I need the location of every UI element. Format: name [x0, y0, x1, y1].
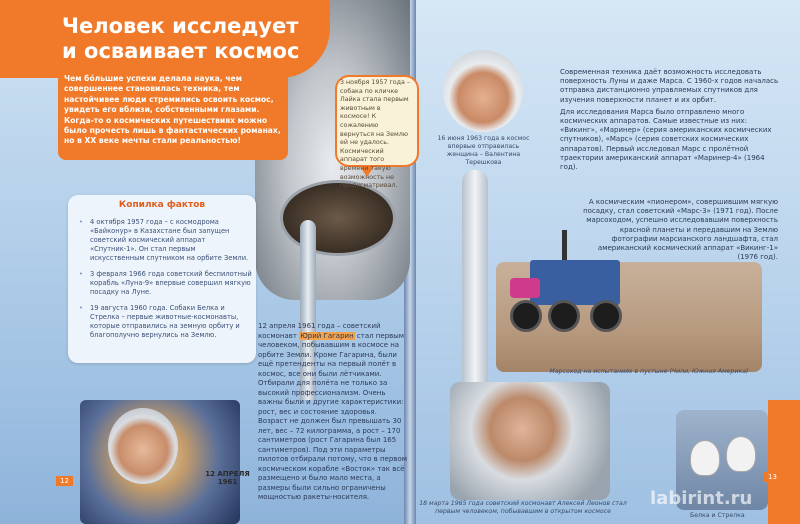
dog-illustration [726, 436, 756, 472]
intro-text: Чем бо́льшие успехи делала наука, чем совершеннее становилась техника, тем настойчивее люди стремились освоить космос, увидеть его вблизи, собственными глазами. Когда-то о космических путешествиях можно было прочесть лишь в фантастических романах, но в XX веке мечты стали реальностью! [64, 74, 281, 146]
watermark: labirint.ru [650, 488, 753, 509]
leonov-photo [450, 382, 610, 500]
mars-text-top [560, 68, 780, 175]
gagarin-text-start: 12 апреля 1961 года – советский космонавт [258, 322, 381, 340]
rover-wheel [510, 300, 542, 332]
rover-caption: Марсоход на испытаниях в пустыне (Чили, Южная Америка) [549, 368, 749, 375]
title-line-2: и осваивает космос [62, 39, 300, 63]
dog-illustration [690, 440, 720, 476]
page-title [62, 14, 332, 64]
dogs-caption: Белка и Стрелка [690, 512, 745, 519]
gagarin-text-rest: стал первым человеком, побывавшим в космосе на орбите Земли. Кроме Гагарина, были ещё претенденты на первый полёт в космос, все они были лётчиками. Отбирали для полёта не только за высокий профессионализм. Очень важны были и другие характеристики: рост, вес и состояние здоровья. Возраст не должен был превышать 30 лет, вес – 72 килограмма, а рост – 170 сантиметров (рост Гагарина был 165 сантиметров). Под эти параметры пилотов отбирали потому, что в первом космическом корабле «Восток» так всё размещено и было мало места, а размеры были сильно ограничены мощностью ракеты-носителя. [258, 331, 407, 501]
fact-item: • 4 октября 1957 года – с космодрома «Байконур» в Казахстане был запущен советский космический аппарат «Спутник-1». Он стал первым искусственным спутником на орбите Земли. [76, 218, 252, 263]
bubble-text: 3 ноября 1957 года – собака по кличке Лайка стала первым животным в космосе! К сожалению вернуться на Землю ей не удалось. Космический аппарат того времени такую возможность не предусматривал. [340, 79, 410, 190]
orange-edge-band [768, 400, 800, 524]
rover-photo [510, 230, 660, 340]
gagarin-paragraph [258, 322, 408, 503]
capsule-window-photo [280, 180, 396, 256]
fact-item: • 19 августа 1960 года. Собаки Белка и Стрелка – первые животные-космонавты, которые отправились на земную орбиту и благополучно вернулись на Землю. [76, 304, 252, 340]
tereshkova-caption: 16 июня 1963 года в космос впервые отправилась женщина – Валентина Терешкова [437, 135, 530, 166]
gagarin-name-highlight: Юрий Гагарин [300, 331, 354, 340]
tereshkova-photo [443, 50, 523, 132]
paragraph-2: Для исследования Марса было отправлено много космических аппаратов. Самые известные из них: «Викинг», «Маринер» (серия американских космических спутников), «Марс» (серия советских космических аппаратов). Первый исследовал Марс с пролётной траектории американский аппарат «Маринер-4» (1964 год). [560, 107, 772, 172]
date-stamp: 12 АПРЕЛЯ 1961 [205, 470, 250, 486]
rover-wheel [590, 300, 622, 332]
title-line-1: Человек исследует [62, 14, 299, 38]
astronaut-helmet-illustration [108, 408, 178, 484]
leonov-caption: 18 марта 1965 года советский космонавт Алексей Леонов стал первым человеком, побывавшим в открытом космосе [419, 500, 627, 515]
rover-wheel [548, 300, 580, 332]
fact-item: • 3 февраля 1966 года советский беспилотный корабль «Луна-9» впервые совершил мягкую посадку на Луне. [76, 270, 252, 297]
page-number-left: 12 [56, 476, 73, 486]
paragraph-1: Современная техника даёт возможность исследовать поверхность Луны и даже Марса. С 1960-х годов началась отправка дистанционно управляемых спутников для изучения поверхности планет и их орбит. [560, 68, 779, 104]
rover-pink-part [510, 278, 540, 298]
facts-list [76, 218, 252, 347]
page-number-right: 13 [764, 472, 781, 482]
paragraph-3: А космическим «пионером», совершившим мягкую посадку, стал советский «Марс-3» (1971 год). После марсоходом, успешно исследовавшим поверхность красной планеты и передавшим на Землю фотографии марсианского ландшафта, стал американский космический аппарат «Викинг-1» (1976 год). [583, 198, 778, 262]
rover-body [530, 260, 620, 305]
facts-title: Копилка фактов [118, 200, 206, 210]
